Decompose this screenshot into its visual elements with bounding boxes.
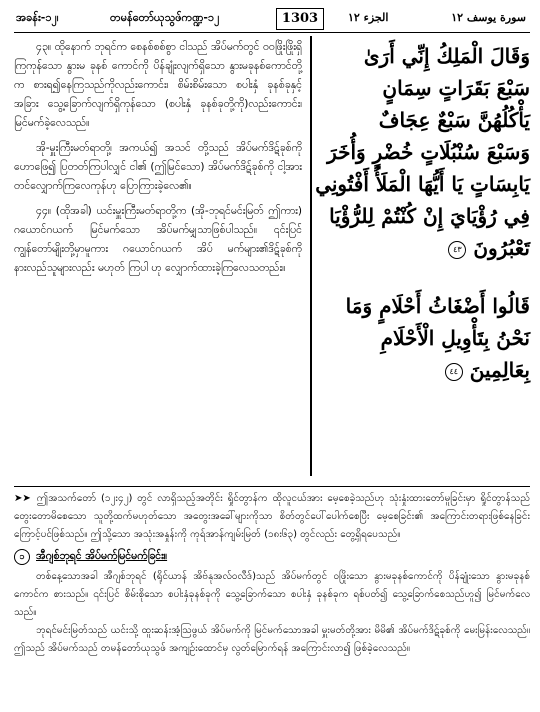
arabic-line: بِعَالِمِينَ: [469, 358, 530, 382]
page-header: [14, 8, 530, 33]
arabic-text-column: [315, 40, 530, 386]
footnote-2: တစ်နေ့သောအခါ အီဂျစ်ဘုရင် (ရိုင်ယာန် အိဗ်နုအလ်ဝလီဒ်)သည် အိပ်မက်တွင် ဝဖြိုးသော နွားမခုနစ်ကောင်ကို ပိန်ချုံးသော နွားမခုနစ်ကောင်က စားသည်။ ၎င်းပြင် စိမ်းစိုသော စပါးနှံခုနစ်ခုကို သွေ့ခြောက်သော စပါးနှံ ခုနစ်ခုက ရစ်ပတ်၍ သွေ့ခြောက်စေသည်ဟူ၍ မြင်မက်လေသည်။: [14, 571, 530, 618]
footnote-3: ဘုရင်မင်းမြတ်သည် ယင်းသို့ ထူးဆန်းအံ့သြဖွယ် အိပ်မက်ကို မြင်မက်သောအခါ မှူးမတ်တို့အား မိမိ၏ အိပ်မက်ဒိဋ်ခုစ်ကို မေးမြန်းလေသည်။ ဤသည် အိပ်မက်သည် တမန်တော်ယုသွဖ် အကျဉ်းထောင်မှ လွတ်မြောက်ရန် အကြောင်းလာ၍ ဖြစ်ခဲ့လေသည်။: [14, 625, 530, 654]
page-number: 1303: [276, 8, 324, 30]
translation-verse-43-continued: အို-မှူးကြီးမတ်ရာတို့၊ အကယ်၍ အသင် တို့သည် အိပ်မက်ဒိဋ်ခုစ်ကိုဟောဖြေ၍ ပြတတ်ကြပါလျှင် ငါ၏ (ဤမြင်သော) အိပ်မက်ဒိဋ်ခုစ်ကို ငါ့အား တင်လျှောက်ကြလေကုန်ဟု ပြောကြားခဲ့လေ၏။: [14, 142, 302, 192]
arabic-line: تَعْبُرُونَ: [473, 236, 530, 260]
arabic-line: سَبْعَ بَقَرَاتٍ سِمَانٍ: [382, 76, 530, 100]
translation-verse-43: ၄၃။ ထိုနောက် ဘုရင်က စေနစ်စစ်စွာ ငါသည် အိပ်မက်တွင် ဝဝဖြိုးဖြိုးရှိကြကုန်သော နွားမ ခုနစ် ကောင်ကို ပိန်ချုံးလျက်ရှိသော နွားမခုနစ်ကောင်တို့က စားရ၍နေကြသည်ကိုလည်းကောင်း၊ စိမ်းစိမ်းသော စပါးနှံ ခုနစ်ခုနှင့် အခြား သွေ့ခြောက်လျက်ရှိကုန်သော (စပါးနှံ ခုနစ်ခုတို့ကို)လည်းကောင်း၊ မြင်မက်ခဲ့လေသည်။: [14, 41, 302, 129]
footnote-rule: [14, 486, 530, 487]
chapter-label: အခန်း-၁၂၊: [16, 11, 59, 24]
arabic-line: وَسَبْعَ سُنْبُلَاتٍ خُضْرٍ وَأُخَرَ: [327, 140, 530, 164]
footnotes: [14, 490, 530, 658]
surah-label: سورة يوسف ١٢: [451, 11, 526, 24]
arabic-line: فِي رُؤْيَايَ إِنْ كُنْتُمْ لِلرُّؤْيَا: [329, 204, 530, 228]
ayah-number-44: ٤٤: [445, 363, 463, 381]
translation-verse-44: ၄၄။ (ထိုအခါ) ယင်းမှူးကြီးမတ်ရာတို့က (အို-ဘုရင်မင်းမြတ် ဤကား) ဂယောင်ဂယက် မြင်မက်သော အိပ်မက်မျှသာဖြစ်ပါသည်။ ၎င်းပြင် ကျွန်တော်မျိုးတို့မှာမူကား ဂယောင်ဂယက် အိပ် မက်များ၏ဒိဋ်ခုစ်ကို နားလည်သူများလည်း မဟုတ် ကြပါ ဟု လျှောက်ထားခဲ့ကြလေသတည်း။: [14, 205, 302, 274]
column-divider: [310, 36, 312, 476]
footnote-heading: [14, 546, 530, 566]
juz-label: الجزء ١٢: [348, 11, 389, 24]
arabic-line: يَأْكُلُهُنَّ سَبْعٌ عِجَافٌ: [378, 108, 530, 132]
footnote-text: ဤအသက်တော် (၁၂း၄၂) တွင် လာရှိသည့်အတိုင်း ရှိုင်တွာန်က ထိုလူငယ်အား မေ့စေခဲ့သည်ဟု သုံးနှုံးထားတော်မူခြင်းမှာ ရှိုင်တွာန်သည် တွေးတောမိစေသော သူတို့ထက်မဟုတ်သော အတွေးအခေါ်များကိုသာ စိတ်တွင်ပေါ်ပေါက်စေပြီး မေ့စေခြင်း၏ အကြောင်းတရားဖြစ်နေခြင်းကြောင့်ပင်ဖြစ်သည်။ ဤသို့သော အသုံးအနှုန်းကို ကုရ်အာန်ကျမ်းမြတ် (၁၈း၆၃) တွင်လည်း တွေ့ရှိရပေသည်။: [14, 493, 530, 540]
ayah-number-43: ٤٣: [448, 241, 466, 259]
section-title: တမန်တော်ယုသွဖ်ကဏ္ဍ-၁၂: [110, 11, 220, 24]
arabic-line: يَابِسَاتٍ يَا أَيُّهَا الْمَلَأُ أَفْتُونِي: [315, 172, 530, 196]
arrow-icon: ➤➤: [14, 493, 31, 504]
heading-number: ၁: [14, 549, 30, 565]
arabic-line: نَحْنُ بِتَأْوِيلِ الْأَحْلَامِ: [380, 326, 530, 350]
arabic-line-end-43: [318, 232, 530, 264]
footnote-1: [14, 490, 530, 544]
arabic-line: قَالُوا أَضْغَاثُ أَحْلَامٍ وَمَا: [345, 294, 530, 318]
verse-gap: [318, 264, 530, 290]
arabic-line: وَقَالَ الْمَلِكُ إِنِّي أَرَىٰ: [363, 44, 530, 68]
heading-title: အီဂျစ်ဘုရင် အိပ်မက်မြင်မက်ခြင်း။: [36, 550, 168, 562]
arabic-line-end-44: [318, 354, 530, 386]
myanmar-translation-column: [14, 38, 302, 284]
